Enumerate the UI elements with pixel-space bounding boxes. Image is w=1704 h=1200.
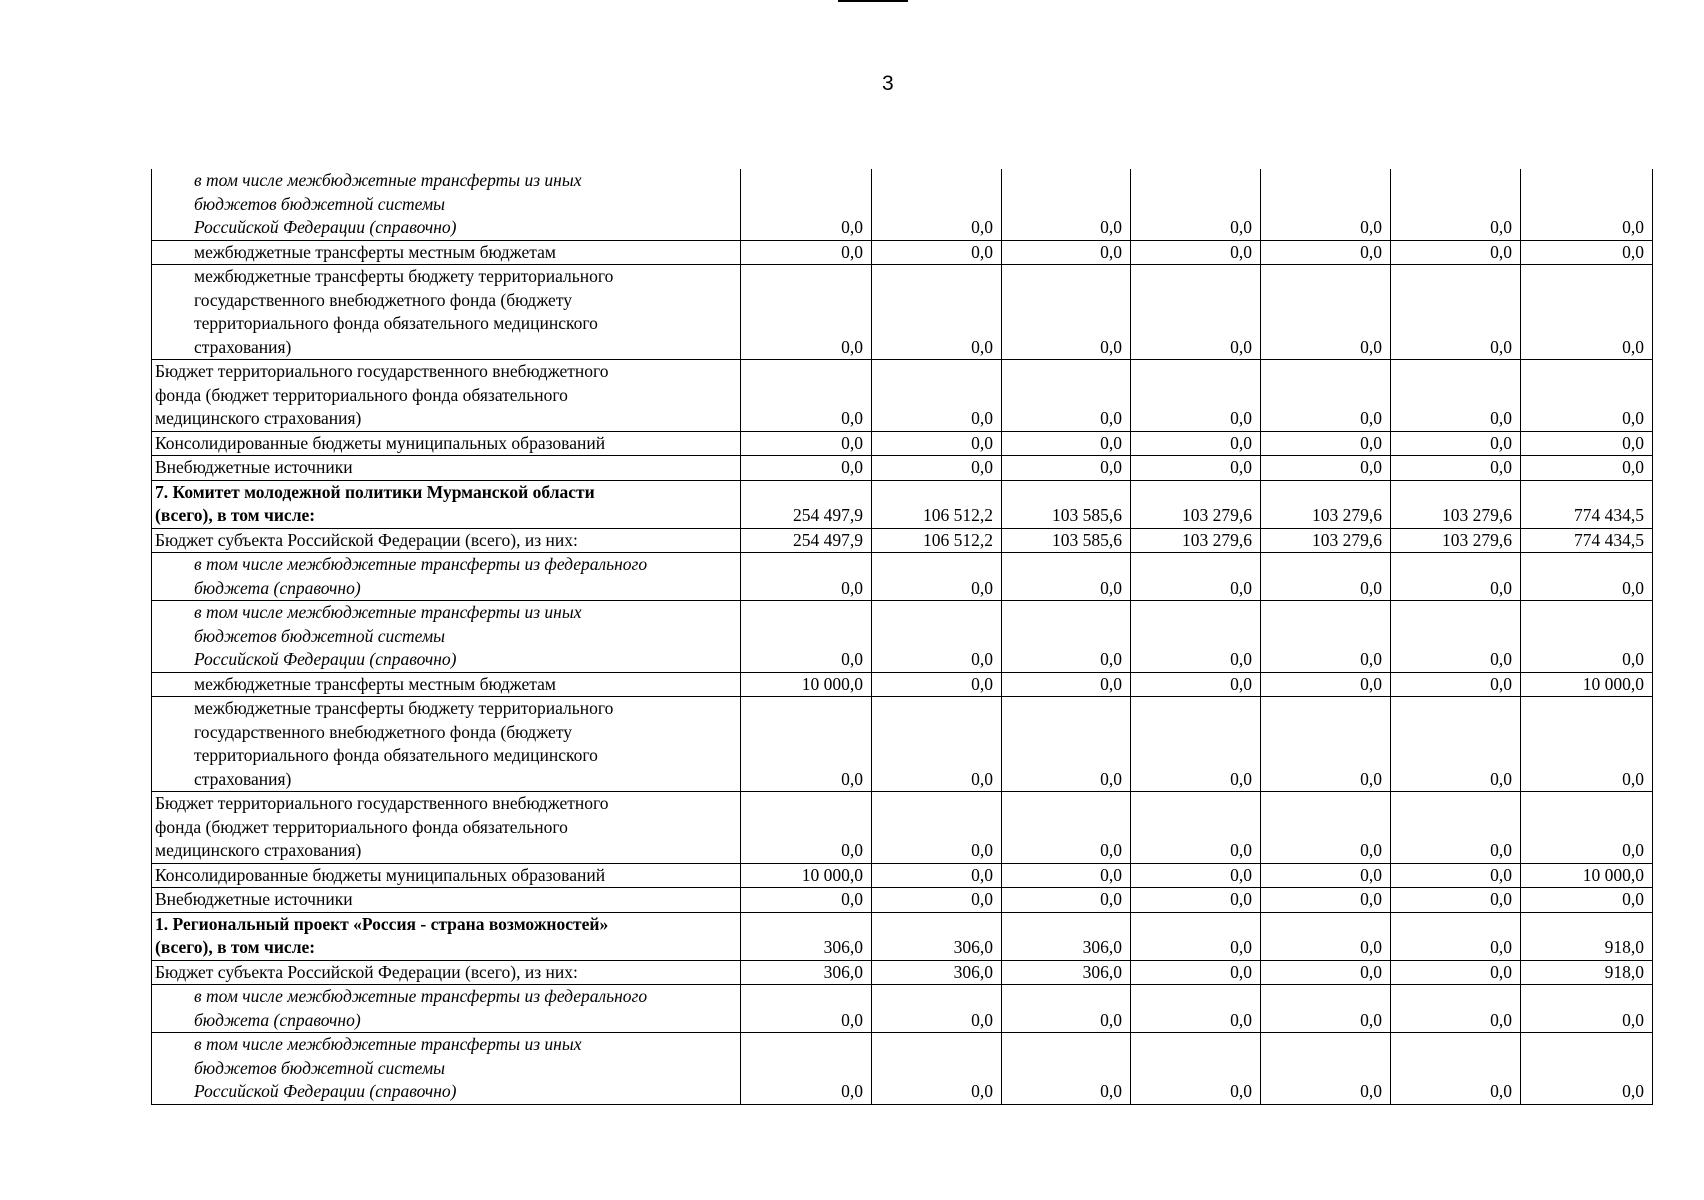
row-value-col-3: 0,0 [1002,888,1131,913]
row-value-col-6: 0,0 [1391,456,1521,481]
row-value-col-5: 0,0 [1261,240,1391,265]
row-value-col-6: 103 279,6 [1391,480,1521,528]
row-value-col-7: 0,0 [1521,601,1653,673]
row-value-col-3: 0,0 [1002,431,1131,456]
row-value-col-2: 0,0 [872,697,1002,792]
row-value-col-2: 0,0 [872,792,1002,864]
row-label: 7. Комитет молодежной политики Мурманской области (всего), в том числе: [152,480,741,528]
budget-table [151,169,1653,1105]
row-value-col-5: 0,0 [1261,960,1391,985]
row-value-col-7: 0,0 [1521,240,1653,265]
row-value-col-2: 0,0 [872,456,1002,481]
row-value-col-1: 254 497,9 [741,480,872,528]
row-value-col-5: 0,0 [1261,1033,1391,1105]
row-value-col-5: 0,0 [1261,792,1391,864]
row-value-col-7: 0,0 [1521,456,1653,481]
row-value-col-1: 0,0 [741,360,872,432]
row-label: в том числе межбюджетные трансферты из иных бюджетов бюджетной системы Российской Федерации (справочно) [152,1033,741,1105]
row-value-col-4: 0,0 [1131,960,1261,985]
row-label: межбюджетные трансферты местным бюджетам [152,240,741,265]
budget-table-body [152,169,1653,1104]
row-value-col-6: 0,0 [1391,265,1521,360]
row-label: Внебюджетные источники [152,456,741,481]
row-value-col-1: 0,0 [741,888,872,913]
table-row [152,360,1653,432]
row-value-col-5: 0,0 [1261,265,1391,360]
row-value-col-1: 10 000,0 [741,672,872,697]
row-value-col-6: 0,0 [1391,985,1521,1033]
row-value-col-3: 103 585,6 [1002,528,1131,553]
page-top-mark [838,0,908,2]
table-row [152,480,1653,528]
row-value-col-4: 103 279,6 [1131,528,1261,553]
row-label: межбюджетные трансферты бюджету территориального государственного внебюджетного фонда (бюджету территориального фонда обязательного медицинского страхования) [152,697,741,792]
page-number: 3 [882,72,894,95]
row-value-col-1: 0,0 [741,169,872,240]
row-value-col-2: 0,0 [872,431,1002,456]
row-value-col-4: 0,0 [1131,697,1261,792]
row-value-col-3: 306,0 [1002,912,1131,960]
row-value-col-4: 0,0 [1131,360,1261,432]
row-label: Бюджет территориального государственного внебюджетного фонда (бюджет территориального фонда обязательного медицинского страхования) [152,792,741,864]
row-value-col-6: 0,0 [1391,553,1521,601]
row-value-col-6: 0,0 [1391,888,1521,913]
row-value-col-6: 0,0 [1391,240,1521,265]
row-value-col-3: 0,0 [1002,792,1131,864]
row-value-col-7: 918,0 [1521,912,1653,960]
row-value-col-4: 0,0 [1131,1033,1261,1105]
row-value-col-4: 0,0 [1131,601,1261,673]
row-value-col-1: 254 497,9 [741,528,872,553]
row-value-col-4: 0,0 [1131,792,1261,864]
table-row [152,888,1653,913]
row-value-col-6: 0,0 [1391,672,1521,697]
table-row [152,265,1653,360]
row-value-col-5: 0,0 [1261,360,1391,432]
table-row [152,456,1653,481]
row-value-col-5: 0,0 [1261,601,1391,673]
table-row [152,985,1653,1033]
row-label: межбюджетные трансферты местным бюджетам [152,672,741,697]
row-value-col-7: 0,0 [1521,697,1653,792]
table-row [152,528,1653,553]
row-value-col-6: 0,0 [1391,912,1521,960]
row-value-col-6: 0,0 [1391,169,1521,240]
row-value-col-2: 0,0 [872,169,1002,240]
table-row [152,912,1653,960]
row-value-col-1: 0,0 [741,1033,872,1105]
row-value-col-5: 0,0 [1261,553,1391,601]
row-value-col-4: 0,0 [1131,985,1261,1033]
row-value-col-2: 306,0 [872,912,1002,960]
row-value-col-5: 103 279,6 [1261,480,1391,528]
row-label: 1. Региональный проект «Россия - страна возможностей» (всего), в том числе: [152,912,741,960]
row-value-col-3: 0,0 [1002,265,1131,360]
row-value-col-1: 306,0 [741,912,872,960]
table-row [152,960,1653,985]
row-value-col-3: 0,0 [1002,553,1131,601]
table-row [152,792,1653,864]
row-value-col-6: 0,0 [1391,863,1521,888]
row-value-col-6: 0,0 [1391,431,1521,456]
row-value-col-4: 0,0 [1131,265,1261,360]
table-row [152,601,1653,673]
row-value-col-3: 103 585,6 [1002,480,1131,528]
row-value-col-7: 0,0 [1521,553,1653,601]
table-row [152,169,1653,240]
row-value-col-1: 306,0 [741,960,872,985]
row-value-col-7: 0,0 [1521,265,1653,360]
row-value-col-2: 0,0 [872,888,1002,913]
row-value-col-5: 0,0 [1261,169,1391,240]
row-value-col-6: 0,0 [1391,697,1521,792]
row-value-col-2: 0,0 [872,265,1002,360]
row-value-col-7: 774 434,5 [1521,528,1653,553]
row-value-col-3: 0,0 [1002,697,1131,792]
row-value-col-7: 10 000,0 [1521,863,1653,888]
row-value-col-7: 0,0 [1521,888,1653,913]
row-value-col-2: 0,0 [872,672,1002,697]
row-value-col-6: 0,0 [1391,1033,1521,1105]
row-value-col-7: 0,0 [1521,985,1653,1033]
row-label: Консолидированные бюджеты муниципальных образований [152,863,741,888]
row-value-col-2: 0,0 [872,360,1002,432]
row-value-col-3: 0,0 [1002,863,1131,888]
row-value-col-2: 106 512,2 [872,480,1002,528]
row-value-col-4: 103 279,6 [1131,480,1261,528]
table-row [152,672,1653,697]
row-label: межбюджетные трансферты бюджету территориального государственного внебюджетного фонда (бюджету территориального фонда обязательного медицинского страхования) [152,265,741,360]
row-value-col-2: 0,0 [872,1033,1002,1105]
row-label: Бюджет территориального государственного внебюджетного фонда (бюджет территориального фонда обязательного медицинского страхования) [152,360,741,432]
table-row [152,240,1653,265]
row-value-col-5: 0,0 [1261,672,1391,697]
row-value-col-6: 0,0 [1391,601,1521,673]
row-value-col-5: 0,0 [1261,888,1391,913]
table-row [152,863,1653,888]
table-row [152,431,1653,456]
row-value-col-1: 0,0 [741,985,872,1033]
row-value-col-2: 0,0 [872,553,1002,601]
row-value-col-4: 0,0 [1131,456,1261,481]
row-value-col-3: 0,0 [1002,672,1131,697]
row-value-col-3: 306,0 [1002,960,1131,985]
row-value-col-5: 0,0 [1261,912,1391,960]
row-label: в том числе межбюджетные трансферты из федерального бюджета (справочно) [152,553,741,601]
row-value-col-4: 0,0 [1131,169,1261,240]
row-value-col-1: 0,0 [741,792,872,864]
row-label: Внебюджетные источники [152,888,741,913]
row-value-col-6: 0,0 [1391,360,1521,432]
row-value-col-3: 0,0 [1002,456,1131,481]
row-value-col-1: 0,0 [741,456,872,481]
row-label: в том числе межбюджетные трансферты из иных бюджетов бюджетной системы Российской Федерации (справочно) [152,169,741,240]
row-value-col-1: 0,0 [741,240,872,265]
table-row [152,553,1653,601]
row-value-col-7: 0,0 [1521,431,1653,456]
row-value-col-5: 0,0 [1261,985,1391,1033]
row-value-col-1: 0,0 [741,697,872,792]
row-value-col-4: 0,0 [1131,431,1261,456]
row-value-col-5: 0,0 [1261,697,1391,792]
row-label: Консолидированные бюджеты муниципальных образований [152,431,741,456]
row-value-col-3: 0,0 [1002,601,1131,673]
row-value-col-3: 0,0 [1002,985,1131,1033]
row-label: в том числе межбюджетные трансферты из иных бюджетов бюджетной системы Российской Федерации (справочно) [152,601,741,673]
row-value-col-7: 774 434,5 [1521,480,1653,528]
row-value-col-7: 918,0 [1521,960,1653,985]
row-value-col-7: 0,0 [1521,1033,1653,1105]
row-value-col-7: 0,0 [1521,360,1653,432]
row-value-col-1: 0,0 [741,431,872,456]
row-value-col-2: 106 512,2 [872,528,1002,553]
row-value-col-3: 0,0 [1002,360,1131,432]
row-value-col-5: 103 279,6 [1261,528,1391,553]
row-value-col-3: 0,0 [1002,169,1131,240]
row-value-col-7: 0,0 [1521,169,1653,240]
row-value-col-3: 0,0 [1002,1033,1131,1105]
row-value-col-5: 0,0 [1261,456,1391,481]
row-label: Бюджет субъекта Российской Федерации (всего), из них: [152,960,741,985]
row-value-col-2: 306,0 [872,960,1002,985]
row-value-col-3: 0,0 [1002,240,1131,265]
row-value-col-1: 10 000,0 [741,863,872,888]
row-value-col-5: 0,0 [1261,863,1391,888]
row-value-col-1: 0,0 [741,553,872,601]
row-value-col-5: 0,0 [1261,431,1391,456]
row-value-col-1: 0,0 [741,265,872,360]
row-value-col-4: 0,0 [1131,912,1261,960]
row-value-col-2: 0,0 [872,863,1002,888]
row-value-col-6: 103 279,6 [1391,528,1521,553]
row-label: Бюджет субъекта Российской Федерации (всего), из них: [152,528,741,553]
row-value-col-1: 0,0 [741,601,872,673]
row-value-col-4: 0,0 [1131,553,1261,601]
row-value-col-2: 0,0 [872,985,1002,1033]
row-value-col-4: 0,0 [1131,672,1261,697]
table-row [152,1033,1653,1105]
table-row [152,697,1653,792]
row-value-col-7: 0,0 [1521,792,1653,864]
row-value-col-4: 0,0 [1131,888,1261,913]
row-value-col-2: 0,0 [872,240,1002,265]
row-value-col-4: 0,0 [1131,863,1261,888]
row-value-col-7: 10 000,0 [1521,672,1653,697]
row-label: в том числе межбюджетные трансферты из федерального бюджета (справочно) [152,985,741,1033]
row-value-col-2: 0,0 [872,601,1002,673]
row-value-col-6: 0,0 [1391,960,1521,985]
row-value-col-4: 0,0 [1131,240,1261,265]
row-value-col-6: 0,0 [1391,792,1521,864]
